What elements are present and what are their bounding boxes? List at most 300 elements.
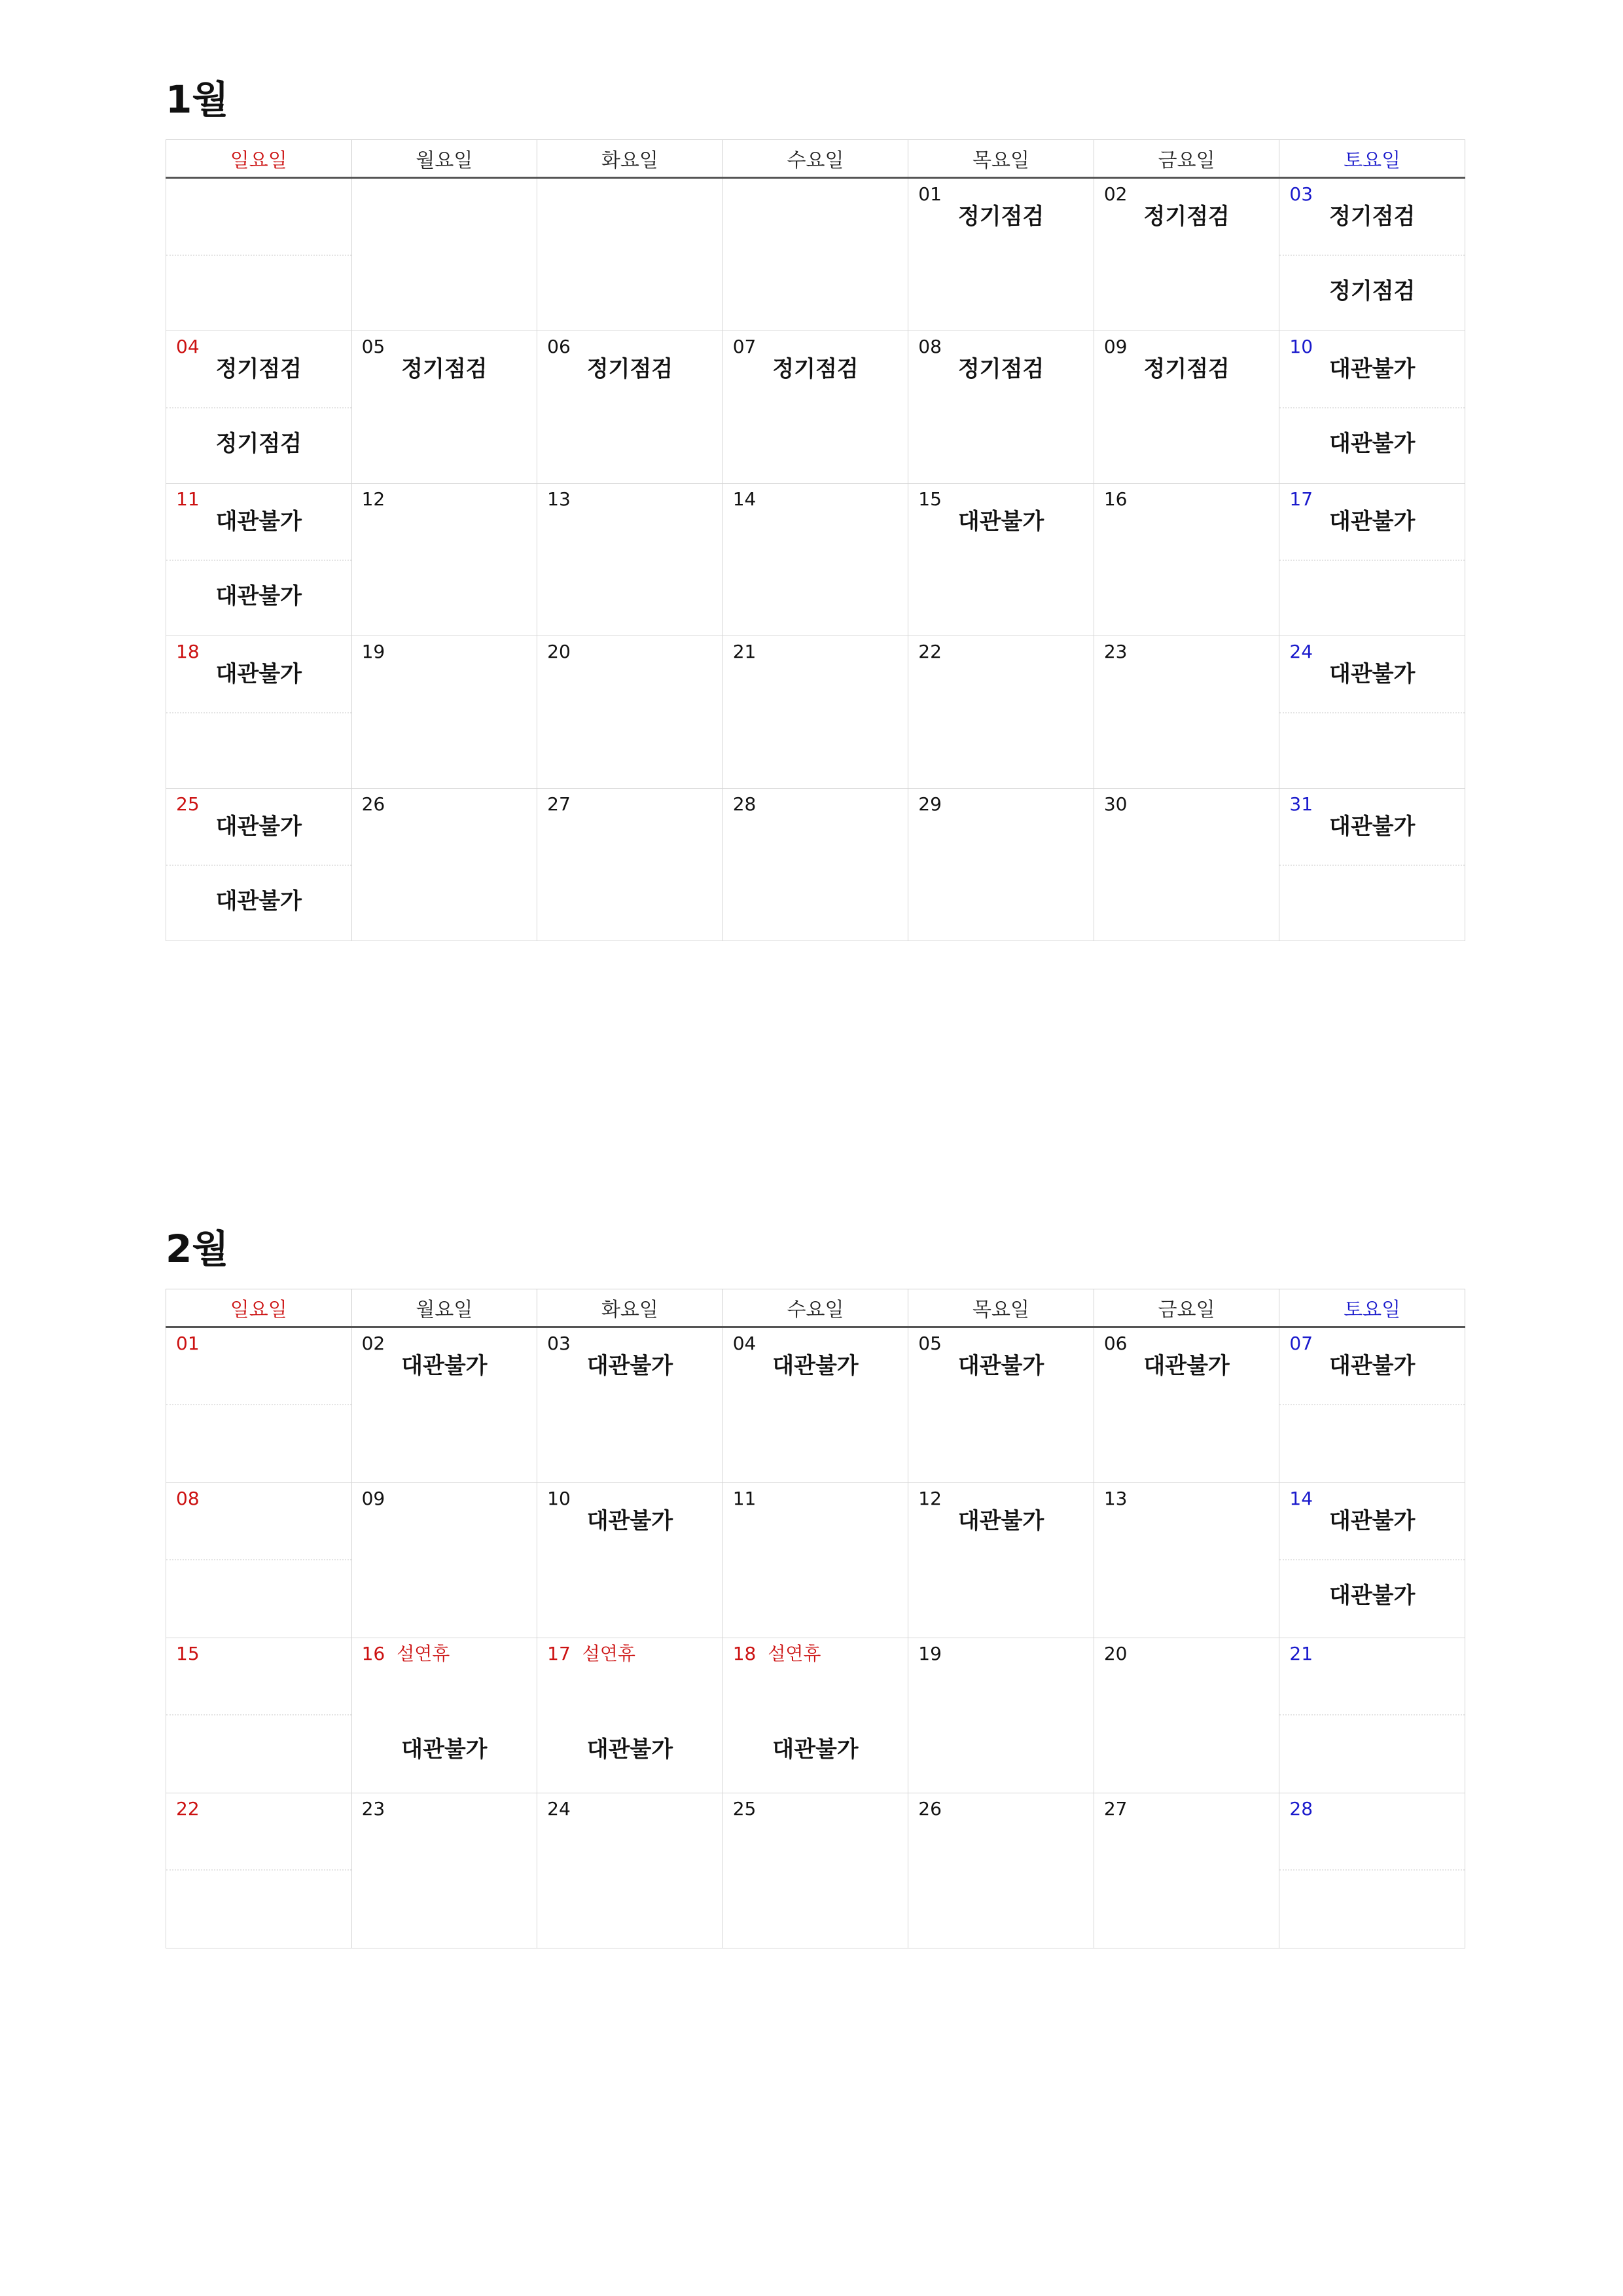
day-number [547, 1487, 571, 1511]
day-number [176, 1487, 200, 1511]
event-slot [723, 1509, 908, 1559]
day-number-text: 18 [176, 641, 200, 662]
event-slot: 대관불가 [1329, 661, 1416, 687]
event-slot: 정기점검 [215, 356, 302, 382]
event-slot [908, 407, 1094, 483]
day-cell[interactable] [351, 1483, 537, 1638]
day-cell[interactable] [908, 484, 1094, 636]
day-cell[interactable] [537, 1638, 723, 1793]
day-cell[interactable] [537, 1483, 723, 1638]
day-number [547, 1332, 571, 1355]
event-slot [908, 712, 1094, 788]
day-number [733, 488, 757, 511]
event-slot [723, 1869, 908, 1945]
event-slot [1279, 1404, 1465, 1480]
day-number-text: 11 [732, 1488, 757, 1509]
day-number [362, 1487, 385, 1511]
weekday-header: 월요일 [351, 1289, 537, 1327]
event-slot [1094, 1820, 1279, 1869]
weekday-header: 토요일 [1279, 140, 1465, 178]
event-slot: 대관불가 [401, 1736, 488, 1763]
day-cell[interactable] [722, 1483, 908, 1638]
event-slot [723, 1559, 908, 1635]
event-slot [1094, 662, 1279, 712]
day-number [176, 793, 200, 816]
event-slot [908, 1559, 1094, 1635]
day-number-text: 04 [732, 1333, 757, 1354]
day-number-text: 15 [918, 488, 942, 510]
holiday-label: 설연휴 [397, 1643, 450, 1664]
day-number-text: 03 [1289, 183, 1313, 205]
day-number-text: 19 [918, 1643, 942, 1664]
event-slot: 정기점검 [957, 204, 1044, 230]
day-cell[interactable] [1094, 1483, 1279, 1638]
day-cell[interactable] [166, 1793, 352, 1948]
day-number-text: 14 [1289, 1488, 1313, 1509]
event-slot [537, 815, 722, 865]
event-slot [352, 1664, 537, 1714]
day-number-text: 09 [361, 1488, 385, 1509]
day-number-text: 10 [1289, 336, 1313, 357]
day-number-text: 22 [918, 641, 942, 662]
day-cell[interactable] [722, 484, 908, 636]
event-slot [1094, 1404, 1279, 1480]
day-number [176, 335, 200, 359]
day-number [1289, 1332, 1313, 1355]
day-cell[interactable] [1279, 789, 1465, 941]
day-number [1289, 1642, 1313, 1666]
day-cell[interactable] [166, 789, 352, 941]
event-slot [537, 865, 722, 941]
event-slot [352, 865, 537, 941]
day-cell[interactable] [1279, 1483, 1465, 1638]
day-number-text: 13 [547, 488, 571, 510]
day-number [733, 793, 757, 816]
event-slot [166, 1869, 351, 1945]
day-number [1104, 1332, 1128, 1355]
event-slot [166, 1509, 351, 1559]
month-january [166, 73, 1465, 944]
event-slot: 대관불가 [957, 1508, 1044, 1534]
day-cell[interactable] [908, 1638, 1094, 1793]
day-number [362, 488, 385, 511]
day-number-text: 16 [361, 1643, 385, 1664]
weekday-header: 화요일 [537, 1289, 723, 1327]
day-number-text: 20 [547, 641, 571, 662]
day-cell[interactable] [1094, 1793, 1279, 1948]
event-slot [166, 1404, 351, 1480]
day-number-text: 01 [918, 183, 942, 205]
day-cell[interactable] [722, 1793, 908, 1948]
day-cell[interactable] [166, 1327, 352, 1483]
event-slot [166, 205, 351, 255]
day-number-text: 24 [547, 1798, 571, 1820]
day-cell[interactable] [1094, 636, 1279, 789]
day-number [733, 1487, 757, 1511]
event-slot [537, 255, 722, 331]
day-number-text: 15 [176, 1643, 200, 1664]
event-slot: 대관불가 [1329, 1353, 1416, 1379]
day-number-text: 23 [1103, 641, 1128, 662]
day-number-text: 07 [732, 336, 757, 357]
event-slot [166, 255, 351, 331]
day-number [918, 1487, 942, 1511]
day-number [1104, 183, 1128, 206]
day-cell[interactable] [722, 1638, 908, 1793]
day-number [1104, 640, 1128, 664]
day-number [176, 640, 200, 664]
event-slot [537, 1404, 722, 1480]
day-number [1104, 1642, 1128, 1666]
day-number-text: 13 [1103, 1488, 1128, 1509]
day-number-text: 12 [361, 488, 385, 510]
weekday-header-row [166, 1289, 1465, 1327]
day-number-text: 24 [1289, 641, 1313, 662]
day-cell[interactable] [1094, 331, 1279, 484]
event-slot [1094, 815, 1279, 865]
day-number [733, 1797, 757, 1821]
day-number [918, 335, 942, 359]
event-slot [723, 407, 908, 483]
event-slot: 정기점검 [772, 356, 859, 382]
day-number [547, 1642, 635, 1666]
event-slot: 정기점검 [1143, 204, 1230, 230]
day-number [1104, 488, 1128, 511]
event-slot [537, 1559, 722, 1635]
event-slot [537, 510, 722, 560]
day-number-text: 29 [918, 793, 942, 815]
day-number-text: 23 [361, 1798, 385, 1820]
weekday-header: 일요일 [166, 140, 352, 178]
day-number [1289, 1487, 1313, 1511]
day-cell[interactable] [351, 1638, 537, 1793]
calendar-grid [166, 139, 1465, 941]
day-cell[interactable] [351, 1793, 537, 1948]
event-slot: 대관불가 [1329, 1508, 1416, 1534]
day-cell[interactable] [1279, 331, 1465, 484]
event-slot [166, 1354, 351, 1404]
day-cell[interactable] [1279, 178, 1465, 331]
event-slot [1279, 712, 1465, 788]
event-slot [723, 560, 908, 636]
event-slot [537, 1664, 722, 1714]
event-slot [1094, 1509, 1279, 1559]
day-number-text: 05 [361, 336, 385, 357]
event-slot: 정기점검 [586, 356, 673, 382]
day-number [1104, 793, 1128, 816]
day-number-text: 17 [547, 1643, 571, 1664]
day-number [362, 335, 385, 359]
day-cell[interactable] [722, 789, 908, 941]
day-cell[interactable] [908, 636, 1094, 789]
day-cell[interactable] [908, 1327, 1094, 1483]
day-cell[interactable] [166, 331, 352, 484]
event-slot [352, 560, 537, 636]
day-number-text: 06 [547, 336, 571, 357]
day-number-text: 17 [1289, 488, 1313, 510]
day-cell[interactable] [1279, 484, 1465, 636]
day-cell[interactable] [908, 789, 1094, 941]
day-number-text: 26 [918, 1798, 942, 1820]
event-slot: 대관불가 [401, 1353, 488, 1379]
day-number-text: 06 [1103, 1333, 1128, 1354]
day-number [362, 1797, 385, 1821]
event-slot [1094, 560, 1279, 636]
day-cell[interactable] [351, 1327, 537, 1483]
day-number-text: 11 [176, 488, 200, 510]
day-cell[interactable] [1094, 1638, 1279, 1793]
week-row [166, 636, 1465, 789]
event-slot [908, 662, 1094, 712]
day-cell[interactable] [166, 636, 352, 789]
event-slot: 대관불가 [957, 1353, 1044, 1379]
day-cell[interactable] [1279, 1638, 1465, 1793]
day-number [362, 1332, 385, 1355]
day-number-text: 25 [176, 793, 200, 815]
event-slot [723, 1664, 908, 1714]
day-cell[interactable] [1279, 1793, 1465, 1948]
event-slot [537, 205, 722, 255]
event-slot [352, 407, 537, 483]
weekday-header: 일요일 [166, 1289, 352, 1327]
day-number [176, 488, 200, 511]
day-number-text: 27 [547, 793, 571, 815]
event-slot: 정기점검 [1143, 356, 1230, 382]
day-cell[interactable] [537, 1327, 723, 1483]
day-cell[interactable] [908, 178, 1094, 331]
event-slot [352, 1869, 537, 1945]
event-slot: 대관불가 [215, 509, 302, 535]
day-cell[interactable] [351, 636, 537, 789]
day-number [918, 1332, 942, 1355]
day-number-text: 14 [732, 488, 757, 510]
day-number [176, 1332, 200, 1355]
day-cell[interactable] [908, 1483, 1094, 1638]
day-number [1289, 640, 1313, 664]
event-slot [352, 205, 537, 255]
event-slot: 대관불가 [586, 1736, 673, 1763]
event-slot: 대관불가 [215, 661, 302, 687]
day-number-text: 05 [918, 1333, 942, 1354]
day-cell[interactable] [722, 636, 908, 789]
event-slot [908, 1714, 1094, 1790]
event-slot [352, 510, 537, 560]
event-slot [537, 1820, 722, 1869]
weekday-header: 목요일 [908, 1289, 1094, 1327]
day-number-text: 19 [361, 641, 385, 662]
day-number-text: 18 [732, 1643, 757, 1664]
day-cell[interactable] [1279, 1327, 1465, 1483]
event-slot [166, 1559, 351, 1635]
event-slot: 대관불가 [166, 865, 351, 941]
event-slot [1094, 1559, 1279, 1635]
event-slot [908, 815, 1094, 865]
event-slot [1279, 865, 1465, 941]
day-cell[interactable] [351, 484, 537, 636]
event-slot [166, 1820, 351, 1869]
day-number-text: 09 [1103, 336, 1128, 357]
weekday-header: 금요일 [1094, 140, 1279, 178]
day-number-text: 21 [1289, 1643, 1313, 1664]
day-number-text: 03 [547, 1333, 571, 1354]
day-number [1289, 488, 1313, 511]
day-cell[interactable] [1094, 789, 1279, 941]
event-slot [723, 865, 908, 941]
day-number [733, 1332, 757, 1355]
event-slot [1279, 1820, 1465, 1869]
day-number [362, 640, 385, 664]
day-number [918, 488, 942, 511]
day-number-text: 26 [361, 793, 385, 815]
event-slot [352, 1820, 537, 1869]
event-slot [166, 1714, 351, 1790]
event-slot [352, 712, 537, 788]
event-slot [723, 510, 908, 560]
day-number [176, 1797, 200, 1821]
week-row [166, 178, 1465, 331]
event-slot [723, 1820, 908, 1869]
weekday-header: 화요일 [537, 140, 723, 178]
day-number-text: 28 [732, 793, 757, 815]
day-number-text: 04 [176, 336, 200, 357]
event-slot [723, 662, 908, 712]
day-number [1289, 1797, 1313, 1821]
holiday-label: 설연휴 [768, 1643, 821, 1664]
day-cell[interactable] [1094, 1327, 1279, 1483]
day-number [362, 1642, 450, 1666]
day-cell[interactable] [166, 1483, 352, 1638]
event-slot [352, 1509, 537, 1559]
day-cell[interactable] [1279, 636, 1465, 789]
event-slot [537, 1869, 722, 1945]
event-slot: 대관불가 [1329, 356, 1416, 382]
day-cell[interactable] [1094, 178, 1279, 331]
event-slot: 대관불가 [957, 509, 1044, 535]
calendar-body [166, 178, 1465, 941]
day-number [1289, 793, 1313, 816]
weekday-header: 월요일 [351, 140, 537, 178]
day-cell[interactable] [537, 789, 723, 941]
day-number-text: 08 [176, 1488, 200, 1509]
day-number [1289, 335, 1313, 359]
day-cell[interactable] [908, 1793, 1094, 1948]
day-cell[interactable] [351, 178, 537, 331]
day-number-text: 20 [1103, 1643, 1128, 1664]
event-slot: 대관불가 [1279, 407, 1465, 483]
event-slot [723, 205, 908, 255]
event-slot [352, 815, 537, 865]
day-number-text: 07 [1289, 1333, 1313, 1354]
day-cell[interactable] [166, 484, 352, 636]
day-cell[interactable] [351, 789, 537, 941]
day-number-text: 16 [1103, 488, 1128, 510]
day-cell[interactable] [537, 1793, 723, 1948]
day-number [1104, 1487, 1128, 1511]
event-slot [723, 712, 908, 788]
day-number [362, 793, 385, 816]
day-cell[interactable] [908, 331, 1094, 484]
day-cell[interactable] [722, 1327, 908, 1483]
event-slot [908, 255, 1094, 331]
event-slot [537, 662, 722, 712]
day-cell[interactable] [166, 178, 352, 331]
day-number-text: 21 [732, 641, 757, 662]
week-row [166, 1327, 1465, 1483]
event-slot [352, 1559, 537, 1635]
day-number-text: 01 [176, 1333, 200, 1354]
day-number-text: 25 [732, 1798, 757, 1820]
event-slot: 대관불가 [772, 1736, 859, 1763]
week-row [166, 1483, 1465, 1638]
event-slot [537, 560, 722, 636]
event-slot [1094, 1869, 1279, 1945]
event-slot [1279, 1869, 1465, 1945]
day-number [1104, 1797, 1128, 1821]
day-cell[interactable] [722, 178, 908, 331]
day-cell[interactable] [1094, 484, 1279, 636]
event-slot: 정기점검 [166, 407, 351, 483]
weekday-header-row [166, 140, 1465, 178]
event-slot [908, 1820, 1094, 1869]
event-slot [1279, 1714, 1465, 1790]
month-february [166, 1223, 1465, 1956]
event-slot [166, 712, 351, 788]
day-number [918, 640, 942, 664]
event-slot: 대관불가 [166, 560, 351, 636]
day-cell[interactable] [537, 636, 723, 789]
week-row [166, 1638, 1465, 1793]
day-cell[interactable] [351, 331, 537, 484]
event-slot [1094, 255, 1279, 331]
event-slot [1094, 407, 1279, 483]
event-slot: 정기점검 [1329, 204, 1416, 230]
day-number [918, 1642, 942, 1666]
event-slot [723, 255, 908, 331]
event-slot [537, 712, 722, 788]
day-number [547, 1797, 571, 1821]
event-slot: 대관불가 [1279, 1559, 1465, 1635]
calendar-body [166, 1327, 1465, 1948]
day-number [547, 640, 571, 664]
event-slot [908, 1869, 1094, 1945]
event-slot [908, 1664, 1094, 1714]
event-slot: 대관불가 [1329, 509, 1416, 535]
event-slot: 대관불가 [215, 814, 302, 840]
event-slot [908, 1404, 1094, 1480]
week-row [166, 789, 1465, 941]
day-number [547, 488, 571, 511]
day-cell[interactable] [166, 1638, 352, 1793]
day-cell[interactable] [722, 331, 908, 484]
event-slot [166, 1664, 351, 1714]
day-cell[interactable] [537, 331, 723, 484]
week-row [166, 484, 1465, 636]
day-number-text: 02 [1103, 183, 1128, 205]
day-cell[interactable] [537, 178, 723, 331]
day-number [1289, 183, 1313, 206]
event-slot: 대관불가 [1329, 814, 1416, 840]
day-cell[interactable] [537, 484, 723, 636]
event-slot: 대관불가 [1143, 1353, 1230, 1379]
event-slot: 대관불가 [586, 1353, 673, 1379]
event-slot: 정기점검 [1279, 255, 1465, 331]
week-row [166, 1793, 1465, 1948]
event-slot [1279, 560, 1465, 636]
day-number-text: 31 [1289, 793, 1313, 815]
event-slot [1094, 1664, 1279, 1714]
day-number-text: 22 [176, 1798, 200, 1820]
day-number-text: 10 [547, 1488, 571, 1509]
